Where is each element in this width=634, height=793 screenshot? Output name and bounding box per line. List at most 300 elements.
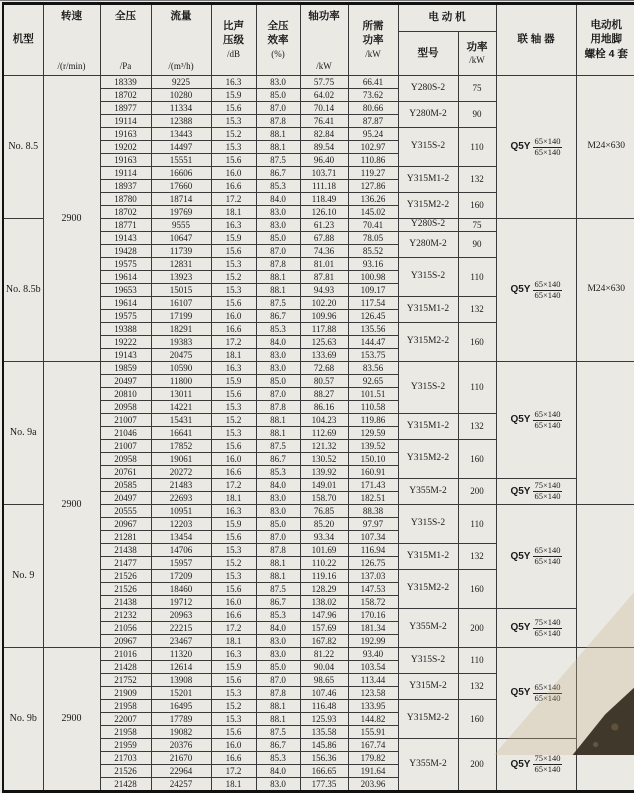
cell-efficiency: 87.0 (256, 674, 300, 687)
cell-shaft-power: 147.96 (300, 609, 348, 622)
cell-flow-rate: 17199 (151, 310, 211, 323)
cell-shaft-power: 177.35 (300, 778, 348, 792)
cell-noise-level: 16.3 (211, 219, 256, 232)
cell-required-power: 66.41 (348, 76, 398, 89)
cell-efficiency: 87.5 (256, 583, 300, 596)
cell-flow-rate: 20272 (151, 466, 211, 479)
cell-flow-rate: 9225 (151, 76, 211, 89)
cell-required-power: 192.99 (348, 635, 398, 648)
cell-required-power: 129.59 (348, 427, 398, 440)
cell-motor-model: Y355M-2 (398, 739, 458, 792)
cell-flow-rate: 20963 (151, 609, 211, 622)
cell-motor-model: Y315M2-2 (398, 323, 458, 362)
cell-anchor-bolt: M24×630 (576, 219, 634, 362)
cell-efficiency: 83.0 (256, 219, 300, 232)
cell-required-power: 136.26 (348, 193, 398, 206)
cell-coupling (496, 739, 576, 792)
cell-noise-level: 15.9 (211, 89, 256, 102)
cell-fan-model: No. 9b (3, 648, 43, 792)
cell-noise-level: 15.3 (211, 258, 256, 271)
cell-shaft-power: 76.85 (300, 505, 348, 518)
cell-shaft-power: 81.22 (300, 648, 348, 661)
cell-flow-rate: 11320 (151, 648, 211, 661)
cell-total-pressure: 20967 (100, 518, 151, 531)
col-header-noise-level: 比声 压级 /dB (211, 4, 256, 76)
col-header-motor: 电 动 机 (398, 4, 496, 32)
cell-noise-level: 18.1 (211, 778, 256, 792)
cell-noise-level: 17.2 (211, 336, 256, 349)
cell-efficiency: 84.0 (256, 479, 300, 492)
cell-shaft-power: 64.02 (300, 89, 348, 102)
cell-required-power: 113.44 (348, 674, 398, 687)
cell-flow-rate: 12388 (151, 115, 211, 128)
cell-noise-level: 15.6 (211, 297, 256, 310)
cell-total-pressure: 19614 (100, 271, 151, 284)
cell-shaft-power: 76.41 (300, 115, 348, 128)
cell-flow-rate: 16107 (151, 297, 211, 310)
cell-motor-model: Y280S-2 (398, 219, 458, 232)
cell-efficiency: 85.3 (256, 609, 300, 622)
cell-motor-power: 132 (458, 544, 496, 570)
cell-noise-level: 15.2 (211, 414, 256, 427)
cell-flow-rate: 17852 (151, 440, 211, 453)
cell-required-power: 158.72 (348, 596, 398, 609)
cell-required-power: 97.97 (348, 518, 398, 531)
col-header-flow-rate: 流量 /(m³/h) (151, 4, 211, 76)
cell-required-power: 170.16 (348, 609, 398, 622)
cell-noise-level: 16.3 (211, 648, 256, 661)
cell-total-pressure: 21281 (100, 531, 151, 544)
coupling-size-fraction: $\frac{65\times 140}{65\times 140}$ (534, 278, 561, 300)
cell-required-power: 110.86 (348, 154, 398, 167)
spec-table-body (3, 76, 634, 792)
cell-total-pressure: 21752 (100, 674, 151, 687)
cell-efficiency: 85.3 (256, 180, 300, 193)
cell-noise-level: 15.3 (211, 570, 256, 583)
cell-total-pressure: 19388 (100, 323, 151, 336)
cell-efficiency: 88.1 (256, 284, 300, 297)
cell-noise-level: 15.3 (211, 284, 256, 297)
coupling-size-fraction: $\frac{65\times 140}{65\times 140}$ (534, 408, 561, 430)
cell-noise-level: 17.2 (211, 765, 256, 778)
cell-shaft-power: 103.71 (300, 167, 348, 180)
cell-flow-rate: 17209 (151, 570, 211, 583)
cell-flow-rate: 13923 (151, 271, 211, 284)
coupling-size-fraction: $\frac{75\times 140}{65\times 140}$ (534, 480, 561, 501)
cell-coupling (496, 362, 576, 479)
cell-speed: 2900 (43, 76, 100, 362)
cell-required-power: 93.40 (348, 648, 398, 661)
col-header-total-pressure: 全压 /Pa (100, 4, 151, 76)
cell-required-power: 95.24 (348, 128, 398, 141)
cell-shaft-power: 90.04 (300, 661, 348, 674)
cell-flow-rate: 15431 (151, 414, 211, 427)
cell-efficiency: 87.0 (256, 102, 300, 115)
cell-shaft-power: 138.02 (300, 596, 348, 609)
cell-flow-rate: 15551 (151, 154, 211, 167)
cell-flow-rate: 15015 (151, 284, 211, 297)
cell-total-pressure: 18702 (100, 89, 151, 102)
cell-motor-power: 75 (458, 219, 496, 232)
cell-motor-power: 160 (458, 323, 496, 362)
cell-required-power: 85.52 (348, 245, 398, 258)
coupling-type-label: Q5Y (510, 485, 531, 497)
cell-motor-power: 110 (458, 648, 496, 674)
cell-total-pressure: 20967 (100, 635, 151, 648)
cell-noise-level: 15.6 (211, 440, 256, 453)
cell-flow-rate: 16641 (151, 427, 211, 440)
cell-efficiency: 87.5 (256, 726, 300, 739)
cell-efficiency: 87.8 (256, 258, 300, 271)
cell-required-power: 133.95 (348, 700, 398, 713)
cell-flow-rate: 19061 (151, 453, 211, 466)
cell-efficiency: 85.0 (256, 89, 300, 102)
cell-flow-rate: 12831 (151, 258, 211, 271)
cell-flow-rate: 17789 (151, 713, 211, 726)
cell-flow-rate: 22215 (151, 622, 211, 635)
cell-motor-model: Y315S-2 (398, 362, 458, 414)
cell-shaft-power: 121.32 (300, 440, 348, 453)
cell-efficiency: 83.0 (256, 492, 300, 505)
cell-fan-model: No. 9 (3, 505, 43, 648)
cell-shaft-power: 102.20 (300, 297, 348, 310)
cell-coupling (496, 76, 576, 219)
cell-flow-rate: 20475 (151, 349, 211, 362)
coupling-size-fraction: $\frac{75\times 140}{65\times 140}$ (534, 753, 561, 774)
cell-efficiency: 87.8 (256, 687, 300, 700)
scan-top-rule (0, 0, 634, 1)
cell-efficiency: 84.0 (256, 765, 300, 778)
cell-noise-level: 15.2 (211, 271, 256, 284)
coupling-type-label: Q5Y (510, 284, 531, 295)
cell-shaft-power: 94.93 (300, 284, 348, 297)
cell-total-pressure: 19859 (100, 362, 151, 375)
cell-efficiency: 85.0 (256, 232, 300, 245)
cell-noise-level: 16.3 (211, 505, 256, 518)
cell-efficiency: 87.0 (256, 531, 300, 544)
cell-required-power: 139.52 (348, 440, 398, 453)
col-header-fan-model: 机型 (3, 4, 43, 76)
cell-shaft-power: 118.49 (300, 193, 348, 206)
cell-flow-rate: 10647 (151, 232, 211, 245)
cell-total-pressure: 20810 (100, 388, 151, 401)
cell-speed: 2900 (43, 648, 100, 792)
cell-noise-level: 16.0 (211, 596, 256, 609)
cell-efficiency: 84.0 (256, 336, 300, 349)
cell-motor-power: 110 (458, 362, 496, 414)
cell-total-pressure: 19143 (100, 232, 151, 245)
cell-shaft-power: 125.93 (300, 713, 348, 726)
cell-required-power: 70.41 (348, 219, 398, 232)
cell-motor-power: 132 (458, 674, 496, 700)
col-header-motor-power: 功率 /kW (458, 31, 496, 75)
col-header-shaft-power: 轴功率 /kW (300, 4, 348, 76)
cell-flow-rate: 14497 (151, 141, 211, 154)
cell-flow-rate: 22693 (151, 492, 211, 505)
cell-efficiency: 86.7 (256, 739, 300, 752)
cell-noise-level: 15.9 (211, 661, 256, 674)
col-header-motor-model: 型号 (398, 31, 458, 75)
cell-shaft-power: 158.70 (300, 492, 348, 505)
cell-flow-rate: 11334 (151, 102, 211, 115)
cell-noise-level: 15.6 (211, 102, 256, 115)
cell-shaft-power: 166.65 (300, 765, 348, 778)
cell-coupling (496, 479, 576, 505)
cell-total-pressure: 21007 (100, 414, 151, 427)
cell-total-pressure: 20497 (100, 375, 151, 388)
cell-efficiency: 83.0 (256, 76, 300, 89)
cell-efficiency: 87.0 (256, 245, 300, 258)
cell-motor-model: Y355M-2 (398, 609, 458, 648)
cell-noise-level: 16.0 (211, 453, 256, 466)
cell-shaft-power: 116.48 (300, 700, 348, 713)
cell-efficiency: 87.0 (256, 388, 300, 401)
cell-shaft-power: 133.69 (300, 349, 348, 362)
cell-required-power: 155.91 (348, 726, 398, 739)
cell-efficiency: 88.1 (256, 141, 300, 154)
coupling-size-fraction: $\frac{65\times 140}{65\times 140}$ (534, 135, 561, 157)
cell-efficiency: 85.0 (256, 518, 300, 531)
cell-motor-model: Y280M-2 (398, 102, 458, 128)
cell-noise-level: 15.3 (211, 141, 256, 154)
cell-required-power: 100.98 (348, 271, 398, 284)
cell-total-pressure: 19143 (100, 349, 151, 362)
cell-flow-rate: 13454 (151, 531, 211, 544)
cell-required-power: 181.34 (348, 622, 398, 635)
cell-flow-rate: 19769 (151, 206, 211, 219)
col-header-efficiency: 全压 效率 (%) (256, 4, 300, 76)
cell-shaft-power: 110.22 (300, 557, 348, 570)
cell-shaft-power: 139.92 (300, 466, 348, 479)
cell-shaft-power: 87.81 (300, 271, 348, 284)
cell-noise-level: 15.6 (211, 726, 256, 739)
cell-flow-rate: 12614 (151, 661, 211, 674)
cell-motor-model: Y315M-2 (398, 674, 458, 700)
cell-noise-level: 18.1 (211, 206, 256, 219)
cell-required-power: 126.75 (348, 557, 398, 570)
cell-total-pressure: 20585 (100, 479, 151, 492)
cell-motor-power: 200 (458, 609, 496, 648)
cell-flow-rate: 15957 (151, 557, 211, 570)
cell-motor-power: 75 (458, 76, 496, 102)
cell-flow-rate: 20376 (151, 739, 211, 752)
cell-shaft-power: 130.52 (300, 453, 348, 466)
cell-flow-rate: 16495 (151, 700, 211, 713)
cell-coupling (496, 648, 576, 739)
cell-anchor-bolt (576, 505, 634, 648)
cell-noise-level: 18.1 (211, 635, 256, 648)
cell-flow-rate: 17660 (151, 180, 211, 193)
cell-required-power: 126.45 (348, 310, 398, 323)
cell-shaft-power: 88.27 (300, 388, 348, 401)
cell-coupling (496, 609, 576, 648)
cell-efficiency: 86.7 (256, 167, 300, 180)
cell-total-pressure: 18977 (100, 102, 151, 115)
cell-flow-rate: 18714 (151, 193, 211, 206)
cell-total-pressure: 20497 (100, 492, 151, 505)
cell-motor-power: 90 (458, 102, 496, 128)
cell-flow-rate: 13011 (151, 388, 211, 401)
cell-total-pressure: 20555 (100, 505, 151, 518)
cell-required-power: 80.66 (348, 102, 398, 115)
cell-total-pressure: 20761 (100, 466, 151, 479)
cell-required-power: 137.03 (348, 570, 398, 583)
cell-efficiency: 88.1 (256, 271, 300, 284)
cell-efficiency: 85.0 (256, 375, 300, 388)
cell-efficiency: 87.8 (256, 115, 300, 128)
cell-motor-power: 90 (458, 232, 496, 258)
cell-shaft-power: 85.20 (300, 518, 348, 531)
cell-efficiency: 83.0 (256, 648, 300, 661)
coupling-type-label: Q5Y (510, 141, 531, 152)
cell-flow-rate: 21483 (151, 479, 211, 492)
cell-efficiency: 87.5 (256, 297, 300, 310)
cell-required-power: 87.87 (348, 115, 398, 128)
cell-required-power: 110.58 (348, 401, 398, 414)
cell-required-power: 203.96 (348, 778, 398, 792)
coupling-type-label: Q5Y (510, 687, 531, 698)
cell-total-pressure: 21007 (100, 440, 151, 453)
cell-shaft-power: 111.18 (300, 180, 348, 193)
cell-motor-power: 110 (458, 505, 496, 544)
cell-shaft-power: 125.63 (300, 336, 348, 349)
cell-noise-level: 15.6 (211, 583, 256, 596)
cell-required-power: 119.86 (348, 414, 398, 427)
cell-total-pressure: 19222 (100, 336, 151, 349)
cell-total-pressure: 18702 (100, 206, 151, 219)
cell-efficiency: 86.7 (256, 453, 300, 466)
cell-total-pressure: 19163 (100, 154, 151, 167)
cell-noise-level: 16.6 (211, 180, 256, 193)
coupling-type-label: Q5Y (510, 414, 531, 425)
cell-noise-level: 17.2 (211, 622, 256, 635)
cell-efficiency: 86.7 (256, 310, 300, 323)
cell-motor-power: 160 (458, 570, 496, 609)
cell-efficiency: 83.0 (256, 505, 300, 518)
cell-shaft-power: 135.58 (300, 726, 348, 739)
cell-total-pressure: 19575 (100, 258, 151, 271)
cell-motor-power: 132 (458, 414, 496, 440)
cell-total-pressure: 21477 (100, 557, 151, 570)
cell-anchor-bolt (576, 362, 634, 505)
cell-required-power: 135.56 (348, 323, 398, 336)
cell-efficiency: 85.3 (256, 323, 300, 336)
cell-efficiency: 83.0 (256, 635, 300, 648)
cell-shaft-power: 72.68 (300, 362, 348, 375)
cell-total-pressure: 21438 (100, 544, 151, 557)
cell-total-pressure: 21428 (100, 661, 151, 674)
cell-efficiency: 88.1 (256, 700, 300, 713)
cell-noise-level: 16.0 (211, 739, 256, 752)
cell-noise-level: 15.3 (211, 687, 256, 700)
cell-total-pressure: 21056 (100, 622, 151, 635)
cell-shaft-power: 80.57 (300, 375, 348, 388)
coupling-type-label: Q5Y (510, 550, 531, 562)
cell-total-pressure: 21016 (100, 648, 151, 661)
cell-flow-rate: 21670 (151, 752, 211, 765)
coupling-type-label: Q5Y (510, 622, 531, 633)
cell-shaft-power: 128.29 (300, 583, 348, 596)
fan-spec-table (2, 2, 634, 793)
cell-total-pressure: 21438 (100, 596, 151, 609)
coupling-size-fraction: $\frac{65\times 140}{65\times 140}$ (534, 545, 561, 566)
cell-flow-rate: 12203 (151, 518, 211, 531)
cell-motor-power: 160 (458, 700, 496, 739)
cell-flow-rate: 11739 (151, 245, 211, 258)
cell-noise-level: 18.1 (211, 492, 256, 505)
cell-shaft-power: 167.82 (300, 635, 348, 648)
cell-motor-model: Y315M1-2 (398, 414, 458, 440)
cell-motor-power: 200 (458, 479, 496, 505)
cell-motor-model: Y315S-2 (398, 648, 458, 674)
cell-noise-level: 18.1 (211, 349, 256, 362)
cell-noise-level: 16.6 (211, 466, 256, 479)
cell-total-pressure: 19428 (100, 245, 151, 258)
col-header-speed: 转速 /(r/min) (43, 4, 100, 76)
cell-noise-level: 15.6 (211, 388, 256, 401)
cell-noise-level: 15.3 (211, 544, 256, 557)
cell-total-pressure: 19614 (100, 297, 151, 310)
cell-shaft-power: 149.01 (300, 479, 348, 492)
cell-flow-rate: 18291 (151, 323, 211, 336)
cell-total-pressure: 18780 (100, 193, 151, 206)
cell-noise-level: 17.2 (211, 479, 256, 492)
cell-shaft-power: 61.23 (300, 219, 348, 232)
cell-shaft-power: 57.75 (300, 76, 348, 89)
cell-required-power: 179.82 (348, 752, 398, 765)
cell-required-power: 92.65 (348, 375, 398, 388)
table-row (3, 362, 634, 375)
cell-required-power: 117.54 (348, 297, 398, 310)
cell-noise-level: 15.9 (211, 518, 256, 531)
cell-required-power: 102.97 (348, 141, 398, 154)
cell-motor-model: Y315M2-2 (398, 570, 458, 609)
cell-efficiency: 86.7 (256, 596, 300, 609)
cell-total-pressure: 18771 (100, 219, 151, 232)
cell-efficiency: 83.0 (256, 778, 300, 792)
cell-flow-rate: 19712 (151, 596, 211, 609)
cell-total-pressure: 21526 (100, 583, 151, 596)
cell-speed: 2900 (43, 362, 100, 648)
cell-efficiency: 87.5 (256, 154, 300, 167)
cell-anchor-bolt (576, 648, 634, 792)
cell-efficiency: 85.3 (256, 752, 300, 765)
cell-noise-level: 17.2 (211, 193, 256, 206)
cell-shaft-power: 112.69 (300, 427, 348, 440)
cell-noise-level: 15.2 (211, 557, 256, 570)
cell-total-pressure: 21232 (100, 609, 151, 622)
cell-flow-rate: 22964 (151, 765, 211, 778)
cell-shaft-power: 156.36 (300, 752, 348, 765)
cell-required-power: 78.05 (348, 232, 398, 245)
cell-total-pressure: 21046 (100, 427, 151, 440)
cell-efficiency: 83.0 (256, 362, 300, 375)
cell-required-power: 191.64 (348, 765, 398, 778)
cell-required-power: 116.94 (348, 544, 398, 557)
cell-flow-rate: 9555 (151, 219, 211, 232)
cell-motor-model: Y315M2-2 (398, 440, 458, 479)
cell-required-power: 150.10 (348, 453, 398, 466)
cell-total-pressure: 19575 (100, 310, 151, 323)
cell-anchor-bolt: M24×630 (576, 76, 634, 219)
spec-table-header (3, 4, 634, 76)
cell-shaft-power: 82.84 (300, 128, 348, 141)
cell-total-pressure: 21428 (100, 778, 151, 792)
cell-motor-model: Y315M1-2 (398, 544, 458, 570)
cell-efficiency: 88.1 (256, 414, 300, 427)
cell-noise-level: 15.9 (211, 375, 256, 388)
cell-fan-model: No. 8.5 (3, 76, 43, 219)
